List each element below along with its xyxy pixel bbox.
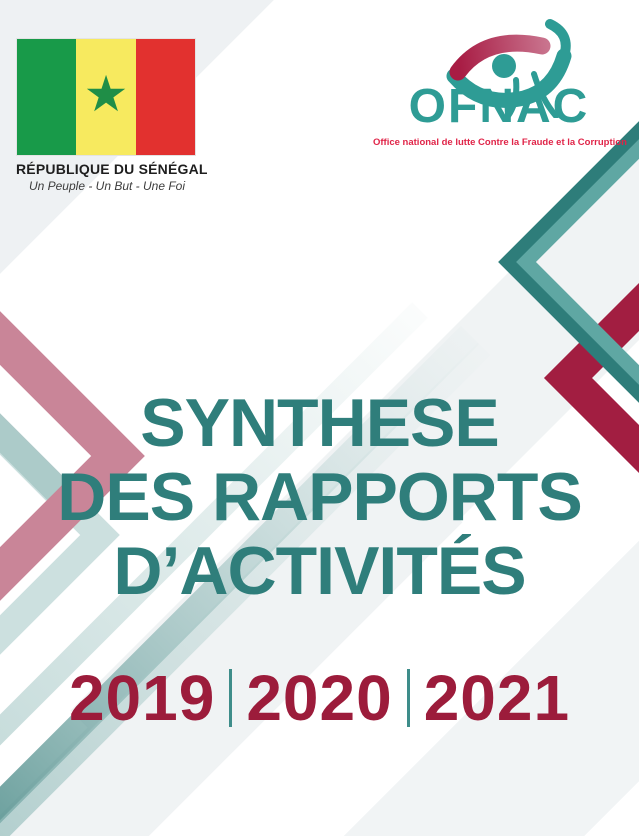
years-row: [0, 662, 639, 734]
year-2020: 2020: [246, 662, 393, 734]
ofnac-tagline: Office national de lutte Contre la Fraude et la Corruption: [373, 137, 627, 149]
ofnac-logo-eye-icon: [438, 18, 588, 118]
ofnac-acronym: OFNAC: [408, 80, 590, 133]
year-2021: 2021: [423, 662, 571, 734]
year-separator: [407, 669, 410, 727]
republic-block: [16, 38, 208, 193]
document-title-line2: DES RAPPORTS: [57, 459, 582, 535]
flag-red-stripe: [136, 39, 195, 155]
flag-green-stripe: [17, 39, 76, 155]
document-title-line1: SYNTHESE: [140, 385, 499, 461]
document-title: [0, 386, 639, 608]
document-title-line3: D’ACTIVITÉS: [113, 533, 526, 609]
republic-title: RÉPUBLIQUE DU SÉNÉGAL: [16, 161, 208, 177]
senegal-flag: [16, 38, 196, 156]
republic-motto: Un Peuple - Un But - Une Foi: [28, 179, 186, 193]
year-2019: 2019: [68, 662, 216, 734]
flag-star-icon: ★: [83, 66, 129, 122]
ofnac-block: [373, 18, 625, 148]
year-separator: [229, 669, 232, 727]
